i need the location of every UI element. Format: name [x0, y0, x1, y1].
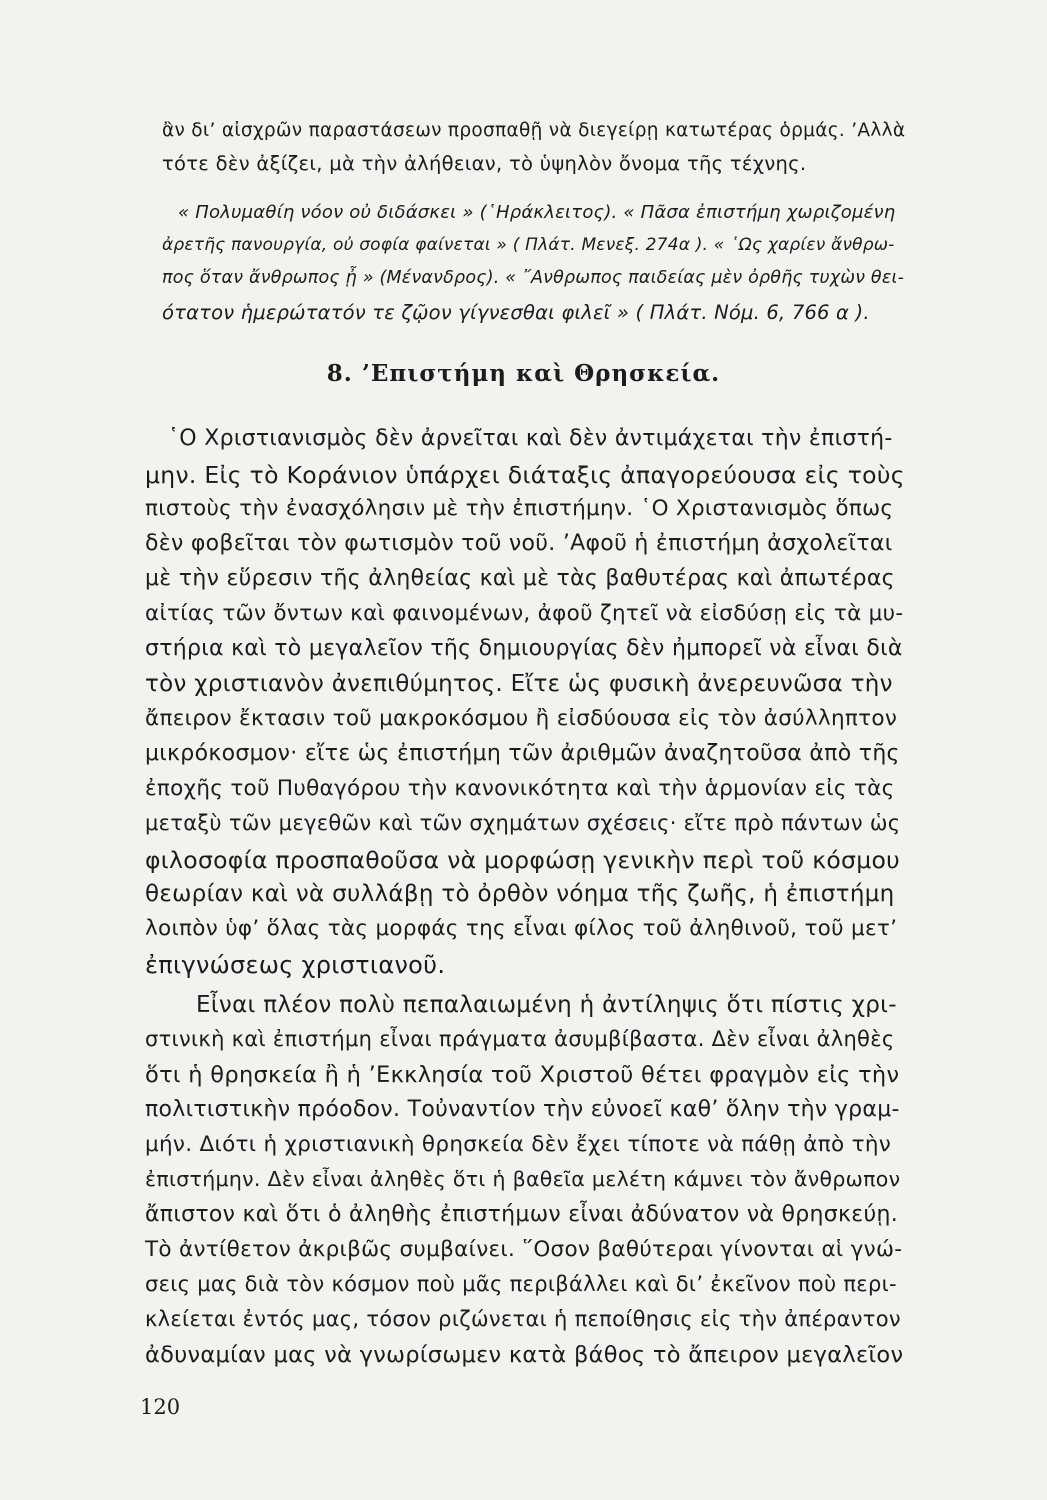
- body-line: ἐπιγνώσεως χριστιανοῦ.: [145, 951, 446, 979]
- body-line: στινικὴ καὶ ἐπιστήμη εἶναι πράγματα ἀσυμβίβαστα. Δὲν εἶναι ἀληθὲς: [145, 1027, 895, 1051]
- body-line: ῾Ο Χριστιανισμὸς δὲν ἀρνεῖται καὶ δὲν ἀντιμάχεται τὴν ἐπιστή-: [168, 426, 893, 451]
- body-line: ἐπιστήμην. Δὲν εἶναι ἀληθὲς ὅτι ἡ βαθεῖα μελέτη κάμνει τὸν ἄνθρωπον: [145, 1167, 901, 1191]
- body-line: πολιτιστικὴν πρόοδον. Τοὐναντίον τὴν εὐνοεῖ καθ’ ὅλην τὴν γραμ-: [145, 1097, 900, 1122]
- section-heading: 8. ’Επιστήμη καὶ Θρησκεία.: [326, 360, 721, 387]
- body-line: Εἶναι πλέον πολὺ πεπαλαιωμένη ἡ ἀντίληψις ὅτι πίστις χρι-: [196, 992, 897, 1018]
- body-line: αἰτίας τῶν ὄντων καὶ φαινομένων, ἀφοῦ ζητεῖ νὰ εἰσδύσῃ εἰς τὰ μυ-: [145, 601, 904, 626]
- body-line: ὅτι ἡ θρησκεία ἢ ἡ ’Εκκλησία τοῦ Χριστοῦ θέτει φραγμὸν εἰς τὴν: [145, 1062, 900, 1088]
- body-line: μικρόκοσμον· εἴτε ὡς ἐπιστήμη τῶν ἀριθμῶν ἀναζητοῦσα ἀπὸ τῆς: [145, 741, 900, 766]
- body-line: σεις μας διὰ τὸν κόσμον ποὺ μᾶς περιβάλλει καὶ δι’ ἐκεῖνον ποὺ περι-: [145, 1272, 897, 1296]
- quote-line-3: πος ὅταν ἄνθρωπος ᾖ » (Μένανδρος). « ῎Ανθρωπος παιδείας μὲν ὀρθῆς τυχὼν θει-: [162, 268, 905, 288]
- body-line: στήρια καὶ τὸ μεγαλεῖον τῆς δημιουργίας δὲν ἠμπορεῖ νὰ εἶναι διὰ: [145, 636, 903, 661]
- body-line: κλείεται ἐντός μας, τόσον ριζώνεται ἡ πεποίθησις εἰς τὴν ἀπέραντον: [145, 1307, 901, 1331]
- body-line: μην. Εἰς τὸ Κοράνιον ὑπάρχει διάταξις ἀπαγορεύουσα εἰς τοὺς: [145, 461, 905, 489]
- body-line: λοιπὸν ὑφ’ ὅλας τὰς μορφάς της εἶναι φίλος τοῦ ἀληθινοῦ, τοῦ μετ’: [145, 916, 898, 941]
- body-line: μὲ τὴν εὕρεσιν τῆς ἀληθείας καὶ μὲ τὰς βαθυτέρας καὶ ἀπωτέρας: [145, 566, 895, 591]
- body-line: μήν. Διότι ἡ χριστιανικὴ θρησκεία δὲν ἔχει τίποτε νὰ πάθῃ ἀπὸ τὴν: [145, 1132, 892, 1157]
- top-paragraph-line-2: τότε δὲν ἀξίζει, μὰ τὴν ἀλήθειαν, τὸ ὑψηλὸν ὄνομα τῆς τέχνης.: [162, 152, 807, 175]
- body-line: ἄπιστον καὶ ὅτι ὁ ἀληθὴς ἐπιστήμων εἶναι ἀδύνατον νὰ θρησκεύῃ.: [145, 1202, 899, 1227]
- body-line: ἄπειρον ἔκτασιν τοῦ μακροκόσμου ἢ εἰσδύουσα εἰς τὸν ἀσύλληπτον: [145, 706, 898, 731]
- body-line: ἐποχῆς τοῦ Πυθαγόρου τὴν κανονικότητα καὶ τὴν ἁρμονίαν εἰς τὰς: [145, 776, 895, 801]
- body-line: δὲν φοβεῖται τὸν φωτισμὸν τοῦ νοῦ. ’Αφοῦ ἡ ἐπιστήμη ἀσχολεῖται: [145, 531, 893, 556]
- top-paragraph-line-1: ἂν δι’ αἰσχρῶν παραστάσεων προσπαθῇ νὰ διεγείρῃ κατωτέρας ὁρμάς. ’Αλλὰ: [162, 120, 906, 141]
- body-line: Τὸ ἀντίθετον ἀκριβῶς συμβαίνει. ῞Οσον βαθύτεραι γίνονται αἱ γνώ-: [145, 1237, 903, 1262]
- quote-line-4: ότατον ἡμερώτατόν τε ζῷον γίγνεσθαι φιλεῖ » ( Πλάτ. Νόμ. 6, 766 α ).: [162, 301, 870, 324]
- body-line: μεταξὺ τῶν μεγεθῶν καὶ τῶν σχημάτων σχέσεις· εἴτε πρὸ πάντων ὡς: [145, 811, 901, 835]
- body-line: ἀδυναμίαν μας νὰ γνωρίσωμεν κατὰ βάθος τὸ ἄπειρον μεγαλεῖον: [145, 1342, 904, 1368]
- body-line: τὸν χριστιανὸν ἀνεπιθύμητος. Εἴτε ὡς φυσικὴ ἀνερευνῶσα τὴν: [145, 671, 893, 697]
- quote-line-1: « Πολυμαθίη νόον οὐ διδάσκει » (῾Ηράκλειτος). « Πᾶσα ἐπιστήμη χωριζομένη: [178, 202, 896, 223]
- body-line: θεωρίαν καὶ νὰ συλλάβῃ τὸ ὀρθὸν νόημα τῆς ζωῆς, ἡ ἐπιστήμη: [145, 881, 895, 907]
- quote-line-2: ἀρετῆς πανουργία, οὐ σοφία φαίνεται » ( Πλάτ. Μενεξ. 274α ). « ῾Ως χαρίεν ἄνθρω-: [162, 235, 895, 255]
- body-line: φιλοσοφία προσπαθοῦσα νὰ μορφώσῃ γενικὴν περὶ τοῦ κόσμου: [145, 846, 901, 874]
- page-number: 120: [140, 1395, 181, 1419]
- body-line: πιστοὺς τὴν ἐνασχόλησιν μὲ τὴν ἐπιστήμην. ῾Ο Χριστανισμὸς ὅπως: [145, 496, 894, 521]
